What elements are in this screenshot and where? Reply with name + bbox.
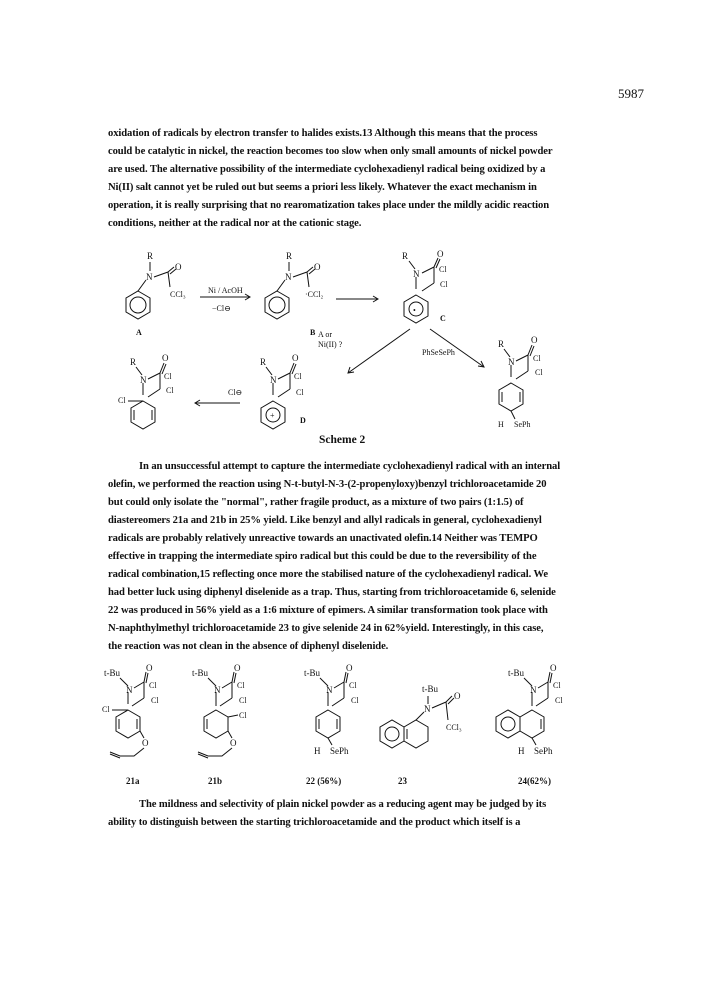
atom-label: O xyxy=(437,249,444,259)
paragraph-line: effective in trapping the intermediate spiro radical but this could be due to the reversibility of the xyxy=(108,551,537,562)
atom-label: Cl xyxy=(237,681,245,690)
reagent-label: Ni(II) ? xyxy=(318,340,343,349)
paragraph-line: are used. The alternative possibility of the intermediate cyclohexadienyl radical being oxidized by a xyxy=(108,164,546,175)
paragraph-line: conditions, neither at the radical nor at the cationic stage. xyxy=(108,218,362,229)
atom-label: R xyxy=(147,251,154,261)
atom-label: Cl xyxy=(349,681,357,690)
paragraph-3 xyxy=(108,796,618,832)
scheme-caption: Scheme 2 xyxy=(319,434,366,446)
paragraph-line: 22 was produced in 56% yield as a 1:6 mixture of epimers. A similar transformation took place with xyxy=(108,605,548,616)
radical-dot: • xyxy=(413,306,416,315)
atom-label: CCl₃ xyxy=(170,290,186,299)
atom-label: O xyxy=(550,663,557,673)
atom-label: Cl xyxy=(166,386,174,395)
atom-label: O xyxy=(234,663,241,673)
atom-label: Cl xyxy=(239,711,247,720)
compound-23 xyxy=(380,684,462,786)
atom-label: ·CCl₂ xyxy=(305,290,324,299)
atom-label: Cl xyxy=(296,388,304,397)
compound-label: 21a xyxy=(126,776,140,786)
atom-label: R xyxy=(498,339,505,349)
atom-label: N xyxy=(146,272,153,282)
atom-label: Cl xyxy=(149,681,157,690)
atom-label: Cl xyxy=(555,696,563,705)
atom-label: O xyxy=(146,663,153,673)
compound-label: 21b xyxy=(208,776,223,786)
atom-label: N xyxy=(214,685,221,695)
paragraph-line: oxidation of radicals by electron transfer to halides exists.13 Although this means that the process xyxy=(108,128,538,139)
compound-21a xyxy=(102,663,159,786)
atom-label: Cl xyxy=(439,265,447,274)
reaction-arrow-5 xyxy=(195,388,242,406)
atom-label: Cl xyxy=(440,280,448,289)
paragraph-line: In an unsuccessful attempt to capture the intermediate cyclohexadienyl radical with an internal xyxy=(139,461,561,472)
page-number: 5987 xyxy=(618,86,644,101)
atom-label: Cl xyxy=(535,368,543,377)
atom-label: t-Bu xyxy=(508,668,525,678)
reaction-arrow-4 xyxy=(422,329,484,367)
compound-label: B xyxy=(310,328,316,337)
scheme-2-figure xyxy=(100,245,620,450)
compound-label: 22 (56%) xyxy=(306,776,342,786)
cation-plus: + xyxy=(270,411,275,420)
compound-label: D xyxy=(300,416,306,425)
atom-label: R xyxy=(260,357,267,367)
atom-label: N xyxy=(285,272,292,282)
paragraph-line: could be catalytic in nickel, the reaction becomes too slow when only small amounts of nickel powder xyxy=(108,146,553,157)
paragraph-line: diastereomers 21a and 21b in 25% yield. Like benzyl and allyl radicals in general, cyclohexadienyl xyxy=(108,515,542,526)
atom-label: O xyxy=(346,663,353,673)
paragraph-line: Ni(II) salt cannot yet be ruled out but seems a priori less likely. Whatever the exact mechanism in xyxy=(108,182,537,193)
atom-label: N xyxy=(530,685,537,695)
atom-label: Cl xyxy=(164,372,172,381)
atom-label: R xyxy=(286,251,293,261)
reagent-label: A or xyxy=(318,330,332,339)
compound-B xyxy=(265,251,324,337)
atom-label: H xyxy=(314,746,321,756)
paragraph-line: The mildness and selectivity of plain nickel powder as a reducing agent may be judged by its xyxy=(139,799,547,810)
atom-label: O xyxy=(454,691,461,701)
atom-label: Cl xyxy=(533,354,541,363)
compound-label: A xyxy=(136,328,142,337)
reagent-label: Ni / AcOH xyxy=(208,286,243,295)
atom-label: N xyxy=(326,685,333,695)
atom-label: Cl xyxy=(239,696,247,705)
atom-label: O xyxy=(142,738,149,748)
atom-label: SePh xyxy=(514,420,531,429)
atom-label: SePh xyxy=(330,746,349,756)
compound-22 xyxy=(304,663,359,786)
paragraph-1 xyxy=(108,125,618,233)
atom-label: SePh xyxy=(534,746,553,756)
reagent-label: −Cl⊖ xyxy=(212,304,231,313)
atom-label: CCl₃ xyxy=(446,723,462,732)
selenide-product xyxy=(498,335,543,429)
atom-label: N xyxy=(413,269,420,279)
paragraph-line: the reaction was not clean in the absence of diphenyl diselenide. xyxy=(108,641,389,652)
paragraph-line: radicals are probably relatively unreactive towards an unactivated olefin.14 Neither was TEMPO xyxy=(108,533,538,544)
compound-D xyxy=(260,353,306,429)
compound-label: 23 xyxy=(398,776,407,786)
paragraph-line: but could only isolate the "normal", rather fragile product, as a mixture of two pairs (1:1.5) of xyxy=(108,497,524,508)
chloride-product xyxy=(118,353,174,429)
atom-label: Cl xyxy=(118,396,126,405)
atom-label: R xyxy=(402,251,409,261)
atom-label: t-Bu xyxy=(192,668,209,678)
atom-label: N xyxy=(140,375,147,385)
compound-label: 24(62%) xyxy=(518,776,551,786)
compound-A xyxy=(126,251,186,337)
atom-label: N xyxy=(270,375,277,385)
atom-label: t-Bu xyxy=(422,684,439,694)
paragraph-line: ability to distinguish between the starting trichloroacetamide and the product which itself is a xyxy=(108,817,521,828)
atom-label: R xyxy=(130,357,137,367)
reaction-arrow-3 xyxy=(318,329,410,373)
atom-label: t-Bu xyxy=(104,668,121,678)
compound-label: C xyxy=(440,314,446,323)
atom-label: N xyxy=(424,704,431,714)
atom-label: N xyxy=(126,685,133,695)
paragraph-line: olefin, we performed the reaction using N-t-butyl-N-3-(2-propenyloxy)benzyl trichloroacetamide 20 xyxy=(108,479,547,490)
atom-label: O xyxy=(531,335,538,345)
compound-21b xyxy=(192,663,247,786)
reagent-label: Cl⊖ xyxy=(228,388,243,397)
atom-label: N xyxy=(508,357,515,367)
atom-label: Cl xyxy=(102,705,110,714)
atom-label: Cl xyxy=(151,696,159,705)
paragraph-line: operation, it is really surprising that no rearomatization takes place under the mildly acidic reaction xyxy=(108,200,549,211)
atom-label: O xyxy=(230,738,237,748)
atom-label: Cl xyxy=(351,696,359,705)
compound-C xyxy=(402,249,448,323)
paragraph-line: had better luck using diphenyl diselenide as a trap. Thus, starting from trichloroacetamide 6, selenide xyxy=(108,587,556,598)
atom-label: O xyxy=(314,262,321,272)
atom-label: Cl xyxy=(294,372,302,381)
atom-label: O xyxy=(162,353,169,363)
atom-label: H xyxy=(498,420,504,429)
atom-label: O xyxy=(292,353,299,363)
paragraph-line: radical combination,15 reflecting once more the stabilised nature of the cyclohexadienyl radical. We xyxy=(108,569,548,580)
reaction-arrow-1 xyxy=(200,286,250,313)
atom-label: H xyxy=(518,746,525,756)
paragraph-2 xyxy=(108,458,618,656)
reagent-label: PhSeSePh xyxy=(422,348,455,357)
paragraph-line: N-naphthylmethyl trichloroacetamide 23 to give selenide 24 in 62%yield. Interestingly, in this case, xyxy=(108,623,544,634)
atom-label: Cl xyxy=(553,681,561,690)
atom-label: O xyxy=(175,262,182,272)
compound-24 xyxy=(496,663,563,786)
atom-label: t-Bu xyxy=(304,668,321,678)
compounds-figure xyxy=(100,662,640,792)
